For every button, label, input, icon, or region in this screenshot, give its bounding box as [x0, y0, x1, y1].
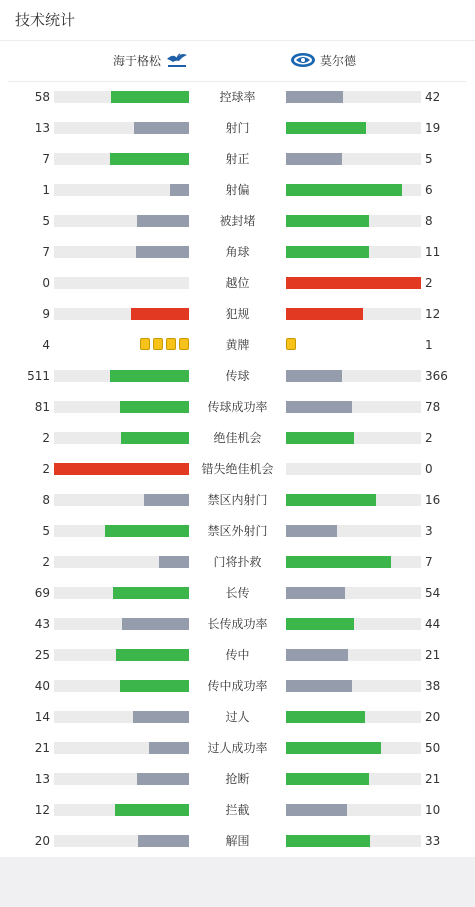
- home-stat-bar: [54, 215, 189, 227]
- home-stat-value: 5: [42, 524, 50, 538]
- stat-label: 门将扑救: [213, 555, 262, 569]
- yellow-card-icon: [153, 338, 163, 350]
- away-stat-value: 78: [425, 400, 441, 414]
- home-stat-bar: [54, 401, 189, 413]
- away-stat-bar-fill: [286, 370, 342, 382]
- home-stat-bar: [54, 277, 189, 289]
- home-stat-bar-fill: [111, 91, 189, 103]
- away-stat-bar-fill: [286, 401, 352, 413]
- home-stat-bar-fill: [137, 215, 189, 227]
- home-stat-value: 58: [34, 90, 50, 104]
- away-stat-bar: [286, 680, 421, 692]
- away-stat-value: 12: [425, 307, 441, 321]
- away-stat-bar-fill: [286, 153, 342, 165]
- away-stat-value: 54: [425, 586, 441, 600]
- away-stat-value: 2: [425, 276, 433, 290]
- home-stat-bar: [54, 742, 189, 754]
- away-team-header[interactable]: [290, 51, 356, 71]
- home-stat-value: 5: [42, 214, 50, 228]
- away-stat-value: 38: [425, 679, 441, 693]
- away-stat-bar: [286, 525, 421, 537]
- away-stat-value: 6: [425, 183, 433, 197]
- home-stat-bar: [54, 246, 189, 258]
- home-stat-bar: [54, 308, 189, 320]
- home-stat-bar-fill: [113, 587, 189, 599]
- away-team-name: 莫尔德: [320, 54, 357, 68]
- home-stat-value: 7: [42, 152, 50, 166]
- away-stat-bar-fill: [286, 742, 381, 754]
- stat-row: [0, 484, 475, 515]
- home-stat-value: 25: [34, 648, 50, 662]
- stat-row: [0, 825, 475, 856]
- away-stat-value: 44: [425, 617, 441, 631]
- away-stat-value: 10: [425, 803, 441, 817]
- away-stat-bar-fill: [286, 91, 343, 103]
- away-stat-bar: [286, 711, 421, 723]
- stat-row: [0, 267, 475, 298]
- stat-label: 射门: [225, 121, 250, 135]
- home-stat-value: 14: [34, 710, 50, 724]
- away-stat-bar: [286, 494, 421, 506]
- away-yellow-cards: [286, 338, 296, 351]
- stat-label: 禁区内射门: [207, 493, 268, 507]
- stat-label: 控球率: [219, 90, 256, 104]
- away-stat-bar-fill: [286, 246, 369, 258]
- stat-label: 被封堵: [219, 214, 256, 228]
- stat-label: 解围: [225, 834, 250, 848]
- away-stat-value: 7: [425, 555, 433, 569]
- stat-row: [0, 639, 475, 670]
- home-stat-bar-fill: [159, 556, 189, 568]
- away-stat-value: 33: [425, 834, 441, 848]
- divider: [0, 40, 475, 41]
- away-stat-value: 21: [425, 772, 441, 786]
- stat-label: 角球: [225, 245, 250, 259]
- stat-label: 传中成功率: [207, 679, 268, 693]
- home-stat-value: 8: [42, 493, 50, 507]
- home-stat-bar: [54, 711, 189, 723]
- away-stat-bar: [286, 184, 421, 196]
- home-stat-bar-fill: [105, 525, 189, 537]
- away-stat-bar: [286, 556, 421, 568]
- home-stat-bar: [54, 525, 189, 537]
- stat-row: [0, 515, 475, 546]
- away-stat-value: 50: [425, 741, 441, 755]
- stat-row: [0, 391, 475, 422]
- away-stat-bar-fill: [286, 122, 366, 134]
- home-stat-value: 40: [34, 679, 50, 693]
- stat-row: [0, 453, 475, 484]
- home-stat-value: 9: [42, 307, 50, 321]
- stat-label: 禁区外射门: [207, 524, 268, 538]
- stat-row: [0, 577, 475, 608]
- away-stat-bar-fill: [286, 215, 369, 227]
- stat-row: [0, 701, 475, 732]
- away-stat-bar: [286, 773, 421, 785]
- away-stat-bar: [286, 432, 421, 444]
- stat-label: 犯规: [225, 307, 250, 321]
- stat-label: 过人成功率: [207, 741, 268, 755]
- home-team-header[interactable]: [113, 51, 189, 71]
- stat-label: 错失绝佳机会: [201, 462, 274, 476]
- stat-row: [0, 360, 475, 391]
- away-stat-bar: [286, 649, 421, 661]
- away-stat-bar-fill: [286, 494, 376, 506]
- page-title: 技术统计: [15, 11, 76, 29]
- home-stat-bar-fill: [122, 618, 189, 630]
- away-stat-bar: [286, 401, 421, 413]
- stat-label: 抢断: [225, 772, 250, 786]
- home-stat-bar-fill: [116, 649, 189, 661]
- away-stat-bar: [286, 742, 421, 754]
- home-stat-bar: [54, 680, 189, 692]
- away-stat-bar-fill: [286, 618, 354, 630]
- home-stat-bar: [54, 804, 189, 816]
- home-stat-bar-fill: [133, 711, 189, 723]
- home-stat-value: 43: [34, 617, 50, 631]
- away-stat-value: 19: [425, 121, 441, 135]
- away-stat-bar: [286, 587, 421, 599]
- away-stat-bar: [286, 804, 421, 816]
- away-stat-bar-fill: [286, 308, 363, 320]
- stat-label: 拦截: [225, 803, 250, 817]
- away-stat-bar: [286, 215, 421, 227]
- haugesund-seagull-logo-icon: [165, 50, 189, 73]
- away-stat-bar: [286, 153, 421, 165]
- stat-row: [0, 763, 475, 794]
- stat-row: [0, 143, 475, 174]
- away-stat-bar-fill: [286, 432, 354, 444]
- home-stat-bar-fill: [131, 308, 189, 320]
- away-stat-bar: [286, 463, 421, 475]
- away-stat-value: 366: [425, 369, 448, 383]
- away-stat-value: 21: [425, 648, 441, 662]
- stat-label: 传球成功率: [207, 400, 268, 414]
- stat-row: [0, 236, 475, 267]
- home-stat-bar: [54, 556, 189, 568]
- stat-row: [0, 608, 475, 639]
- home-stat-value: 2: [42, 555, 50, 569]
- home-stat-bar: [54, 649, 189, 661]
- home-stat-bar: [54, 587, 189, 599]
- home-stat-bar-fill: [137, 773, 189, 785]
- away-stat-bar-fill: [286, 277, 421, 289]
- away-stat-bar-fill: [286, 556, 391, 568]
- away-stat-value: 42: [425, 90, 441, 104]
- stat-label: 过人: [225, 710, 250, 724]
- home-stat-bar: [54, 184, 189, 196]
- away-stat-value: 11: [425, 245, 441, 259]
- home-stat-bar: [54, 91, 189, 103]
- away-stat-bar-fill: [286, 184, 402, 196]
- yellow-card-icon: [166, 338, 176, 350]
- home-stat-bar: [54, 432, 189, 444]
- home-stat-bar-fill: [149, 742, 189, 754]
- stat-label: 越位: [225, 276, 250, 290]
- home-yellow-cards: [140, 338, 189, 351]
- home-stat-bar-fill: [134, 122, 189, 134]
- home-stat-bar-fill: [110, 153, 189, 165]
- stat-row: [0, 732, 475, 763]
- home-stat-value: 21: [34, 741, 50, 755]
- away-stat-value: 5: [425, 152, 433, 166]
- away-stat-bar-fill: [286, 649, 348, 661]
- home-stat-value: 13: [34, 772, 50, 786]
- home-stat-bar-fill: [120, 680, 189, 692]
- stat-row: [0, 670, 475, 701]
- stat-row: [0, 546, 475, 577]
- stat-label: 传中: [225, 648, 250, 662]
- home-team-name: 海于格松: [113, 54, 162, 68]
- away-stat-bar-fill: [286, 804, 347, 816]
- home-stat-value: 69: [34, 586, 50, 600]
- stat-label: 长传成功率: [207, 617, 268, 631]
- home-stat-value: 511: [27, 369, 50, 383]
- stat-label: 传球: [225, 369, 250, 383]
- away-stat-value: 20: [425, 710, 441, 724]
- stat-row: [0, 112, 475, 143]
- molde-crest-logo-icon: [290, 50, 316, 73]
- away-stat-bar-fill: [286, 835, 370, 847]
- home-stat-value: 12: [34, 803, 50, 817]
- home-stat-value: 1: [42, 183, 50, 197]
- home-stat-bar-fill: [144, 494, 189, 506]
- away-stat-value: 3: [425, 524, 433, 538]
- stat-label: 射正: [225, 152, 250, 166]
- away-stat-bar: [286, 618, 421, 630]
- away-stat-value: 8: [425, 214, 433, 228]
- home-stat-bar-fill: [110, 370, 189, 382]
- home-stat-value: 2: [42, 462, 50, 476]
- away-stat-value: 16: [425, 493, 441, 507]
- home-stat-bar-fill: [170, 184, 189, 196]
- home-stat-value: 0: [42, 276, 50, 290]
- home-stat-value: 7: [42, 245, 50, 259]
- home-stat-value: 2: [42, 431, 50, 445]
- home-stat-bar: [54, 494, 189, 506]
- yellow-card-icon: [286, 338, 296, 350]
- stat-row: [0, 422, 475, 453]
- stat-label: 黄牌: [225, 338, 250, 352]
- yellow-card-icon: [179, 338, 189, 350]
- stat-row: [0, 205, 475, 236]
- home-stat-bar: [54, 773, 189, 785]
- stat-label: 长传: [225, 586, 250, 600]
- away-stat-value: 1: [425, 338, 433, 352]
- stat-label: 绝佳机会: [213, 431, 262, 445]
- stat-row: [0, 329, 475, 360]
- stat-row: [0, 298, 475, 329]
- home-stat-bar-fill: [54, 463, 189, 475]
- home-stat-value: 81: [34, 400, 50, 414]
- away-stat-bar-fill: [286, 525, 337, 537]
- away-stat-value: 2: [425, 431, 433, 445]
- away-stat-bar-fill: [286, 773, 369, 785]
- away-stat-bar: [286, 91, 421, 103]
- stat-row: [0, 174, 475, 205]
- home-stat-bar-fill: [121, 432, 189, 444]
- away-stat-bar: [286, 122, 421, 134]
- home-stat-value: 13: [34, 121, 50, 135]
- home-stat-bar: [54, 618, 189, 630]
- home-stat-bar: [54, 370, 189, 382]
- home-stat-bar-fill: [115, 804, 189, 816]
- home-stat-value: 4: [42, 338, 50, 352]
- stat-row: [0, 794, 475, 825]
- stat-row: [0, 81, 475, 112]
- home-stat-bar: [54, 122, 189, 134]
- away-stat-bar: [286, 246, 421, 258]
- home-stat-bar: [54, 835, 189, 847]
- stat-label: 射偏: [225, 183, 250, 197]
- yellow-card-icon: [140, 338, 150, 350]
- away-stat-bar: [286, 308, 421, 320]
- away-stat-value: 0: [425, 462, 433, 476]
- home-stat-bar-fill: [136, 246, 189, 258]
- away-stat-bar: [286, 835, 421, 847]
- away-stat-bar-fill: [286, 680, 352, 692]
- away-stat-bar-fill: [286, 587, 345, 599]
- away-stat-bar: [286, 370, 421, 382]
- home-stat-bar: [54, 153, 189, 165]
- home-stat-bar-fill: [120, 401, 189, 413]
- away-stat-bar: [286, 277, 421, 289]
- home-stat-bar: [54, 463, 189, 475]
- home-stat-value: 20: [34, 834, 50, 848]
- home-stat-bar-fill: [138, 835, 189, 847]
- away-stat-bar-fill: [286, 711, 365, 723]
